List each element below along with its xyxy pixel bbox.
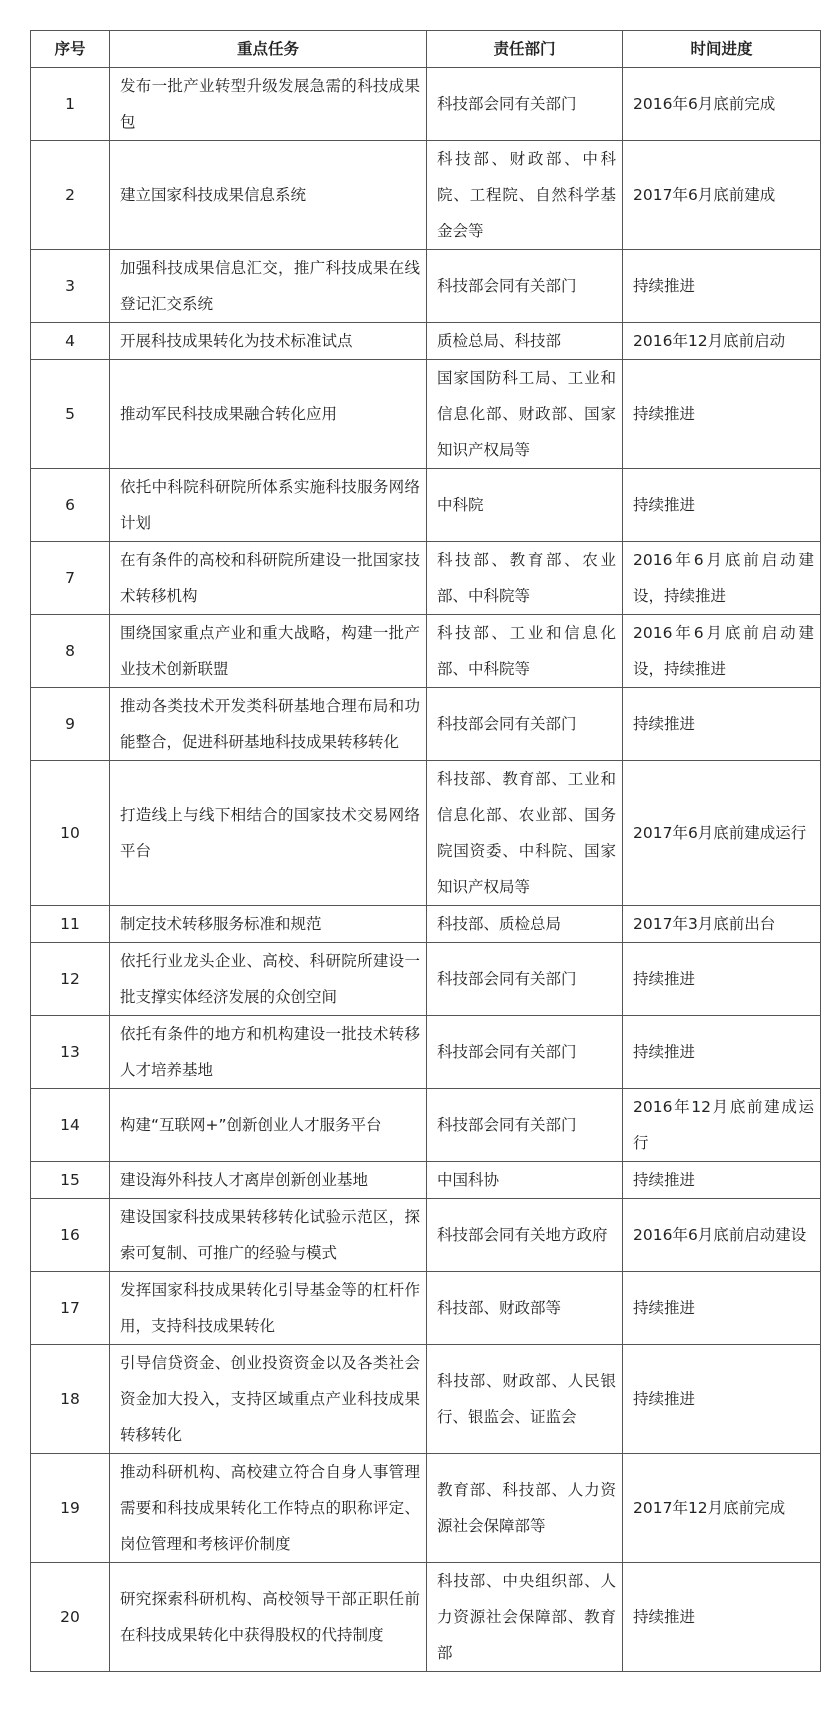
cell-no: 12 <box>31 943 110 1016</box>
table-row <box>31 1089 821 1162</box>
cell-no: 16 <box>31 1199 110 1272</box>
table-row <box>31 1199 821 1272</box>
cell-dept: 科技部会同有关部门 <box>427 1089 623 1162</box>
cell-dept: 科技部会同有关部门 <box>427 688 623 761</box>
cell-no: 15 <box>31 1162 110 1199</box>
cell-dept: 科技部、中央组织部、人力资源社会保障部、教育部 <box>427 1563 623 1672</box>
cell-no: 2 <box>31 141 110 250</box>
cell-time: 持续推进 <box>623 1345 821 1454</box>
table-row <box>31 1016 821 1089</box>
cell-time: 2016年6月底前启动建设，持续推进 <box>623 542 821 615</box>
table-row <box>31 323 821 360</box>
table-row <box>31 761 821 906</box>
cell-time: 持续推进 <box>623 469 821 542</box>
cell-time: 2017年6月底前建成运行 <box>623 761 821 906</box>
cell-task: 建立国家科技成果信息系统 <box>110 141 427 250</box>
cell-time: 持续推进 <box>623 1162 821 1199</box>
cell-no: 20 <box>31 1563 110 1672</box>
cell-time: 持续推进 <box>623 250 821 323</box>
cell-no: 19 <box>31 1454 110 1563</box>
cell-dept: 科技部、教育部、工业和信息化部、农业部、国务院国资委、中科院、国家知识产权局等 <box>427 761 623 906</box>
cell-time: 持续推进 <box>623 688 821 761</box>
cell-task: 发挥国家科技成果转化引导基金等的杠杆作用，支持科技成果转化 <box>110 1272 427 1345</box>
table-row <box>31 1563 821 1672</box>
cell-task: 开展科技成果转化为技术标准试点 <box>110 323 427 360</box>
cell-task: 打造线上与线下相结合的国家技术交易网络平台 <box>110 761 427 906</box>
header-row <box>31 31 821 68</box>
cell-dept: 国家国防科工局、工业和信息化部、财政部、国家知识产权局等 <box>427 360 623 469</box>
table-row <box>31 943 821 1016</box>
cell-dept: 科技部、工业和信息化部、中科院等 <box>427 615 623 688</box>
cell-no: 14 <box>31 1089 110 1162</box>
table-row <box>31 141 821 250</box>
cell-no: 13 <box>31 1016 110 1089</box>
cell-time: 持续推进 <box>623 1563 821 1672</box>
cell-time: 2017年3月底前出台 <box>623 906 821 943</box>
cell-no: 6 <box>31 469 110 542</box>
table-row <box>31 360 821 469</box>
cell-time: 2016年6月底前完成 <box>623 68 821 141</box>
tasks-table <box>30 30 821 1672</box>
cell-no: 4 <box>31 323 110 360</box>
cell-dept: 科技部会同有关部门 <box>427 250 623 323</box>
cell-time: 2017年6月底前建成 <box>623 141 821 250</box>
cell-task: 制定技术转移服务标准和规范 <box>110 906 427 943</box>
cell-task: 依托有条件的地方和机构建设一批技术转移人才培养基地 <box>110 1016 427 1089</box>
table-row <box>31 1345 821 1454</box>
table-row <box>31 906 821 943</box>
table-row <box>31 1162 821 1199</box>
cell-dept: 科技部、财政部等 <box>427 1272 623 1345</box>
cell-task: 推动各类技术开发类科研基地合理布局和功能整合，促进科研基地科技成果转移转化 <box>110 688 427 761</box>
cell-task: 建设海外科技人才离岸创新创业基地 <box>110 1162 427 1199</box>
cell-dept: 中科院 <box>427 469 623 542</box>
cell-task: 研究探索科研机构、高校领导干部正职任前在科技成果转化中获得股权的代持制度 <box>110 1563 427 1672</box>
cell-task: 构建“互联网+”创新创业人才服务平台 <box>110 1089 427 1162</box>
cell-dept: 科技部会同有关部门 <box>427 68 623 141</box>
header-time: 时间进度 <box>623 31 821 68</box>
cell-dept: 科技部、质检总局 <box>427 906 623 943</box>
cell-no: 9 <box>31 688 110 761</box>
cell-no: 10 <box>31 761 110 906</box>
cell-time: 2017年12月底前完成 <box>623 1454 821 1563</box>
table-row <box>31 542 821 615</box>
cell-time: 持续推进 <box>623 1272 821 1345</box>
cell-task: 建设国家科技成果转移转化试验示范区，探索可复制、可推广的经验与模式 <box>110 1199 427 1272</box>
cell-time: 2016年12月底前启动 <box>623 323 821 360</box>
cell-time: 2016年6月底前启动建设，持续推进 <box>623 615 821 688</box>
cell-task: 推动军民科技成果融合转化应用 <box>110 360 427 469</box>
cell-time: 持续推进 <box>623 360 821 469</box>
cell-no: 5 <box>31 360 110 469</box>
cell-task: 依托行业龙头企业、高校、科研院所建设一批支撑实体经济发展的众创空间 <box>110 943 427 1016</box>
cell-dept: 科技部、财政部、中科院、工程院、自然科学基金会等 <box>427 141 623 250</box>
cell-dept: 质检总局、科技部 <box>427 323 623 360</box>
cell-task: 发布一批产业转型升级发展急需的科技成果包 <box>110 68 427 141</box>
table-row <box>31 615 821 688</box>
table-row <box>31 688 821 761</box>
table-row <box>31 68 821 141</box>
cell-dept: 科技部会同有关部门 <box>427 943 623 1016</box>
cell-task: 引导信贷资金、创业投资资金以及各类社会资金加大投入，支持区域重点产业科技成果转移转化 <box>110 1345 427 1454</box>
cell-dept: 科技部会同有关地方政府 <box>427 1199 623 1272</box>
cell-task: 围绕国家重点产业和重大战略，构建一批产业技术创新联盟 <box>110 615 427 688</box>
table-row <box>31 1454 821 1563</box>
cell-dept: 教育部、科技部、人力资源社会保障部等 <box>427 1454 623 1563</box>
cell-time: 持续推进 <box>623 1016 821 1089</box>
cell-dept: 科技部、教育部、农业部、中科院等 <box>427 542 623 615</box>
cell-no: 7 <box>31 542 110 615</box>
table-row <box>31 469 821 542</box>
cell-dept: 中国科协 <box>427 1162 623 1199</box>
cell-time: 2016年12月底前建成运行 <box>623 1089 821 1162</box>
header-task: 重点任务 <box>110 31 427 68</box>
table-row <box>31 250 821 323</box>
cell-dept: 科技部、财政部、人民银行、银监会、证监会 <box>427 1345 623 1454</box>
header-dept: 责任部门 <box>427 31 623 68</box>
cell-no: 1 <box>31 68 110 141</box>
cell-task: 在有条件的高校和科研院所建设一批国家技术转移机构 <box>110 542 427 615</box>
cell-time: 持续推进 <box>623 943 821 1016</box>
cell-no: 8 <box>31 615 110 688</box>
cell-task: 推动科研机构、高校建立符合自身人事管理需要和科技成果转化工作特点的职称评定、岗位管理和考核评价制度 <box>110 1454 427 1563</box>
cell-task: 依托中科院科研院所体系实施科技服务网络计划 <box>110 469 427 542</box>
cell-task: 加强科技成果信息汇交，推广科技成果在线登记汇交系统 <box>110 250 427 323</box>
table-row <box>31 1272 821 1345</box>
cell-no: 17 <box>31 1272 110 1345</box>
header-no: 序号 <box>31 31 110 68</box>
cell-time: 2016年6月底前启动建设 <box>623 1199 821 1272</box>
cell-dept: 科技部会同有关部门 <box>427 1016 623 1089</box>
cell-no: 18 <box>31 1345 110 1454</box>
cell-no: 11 <box>31 906 110 943</box>
cell-no: 3 <box>31 250 110 323</box>
